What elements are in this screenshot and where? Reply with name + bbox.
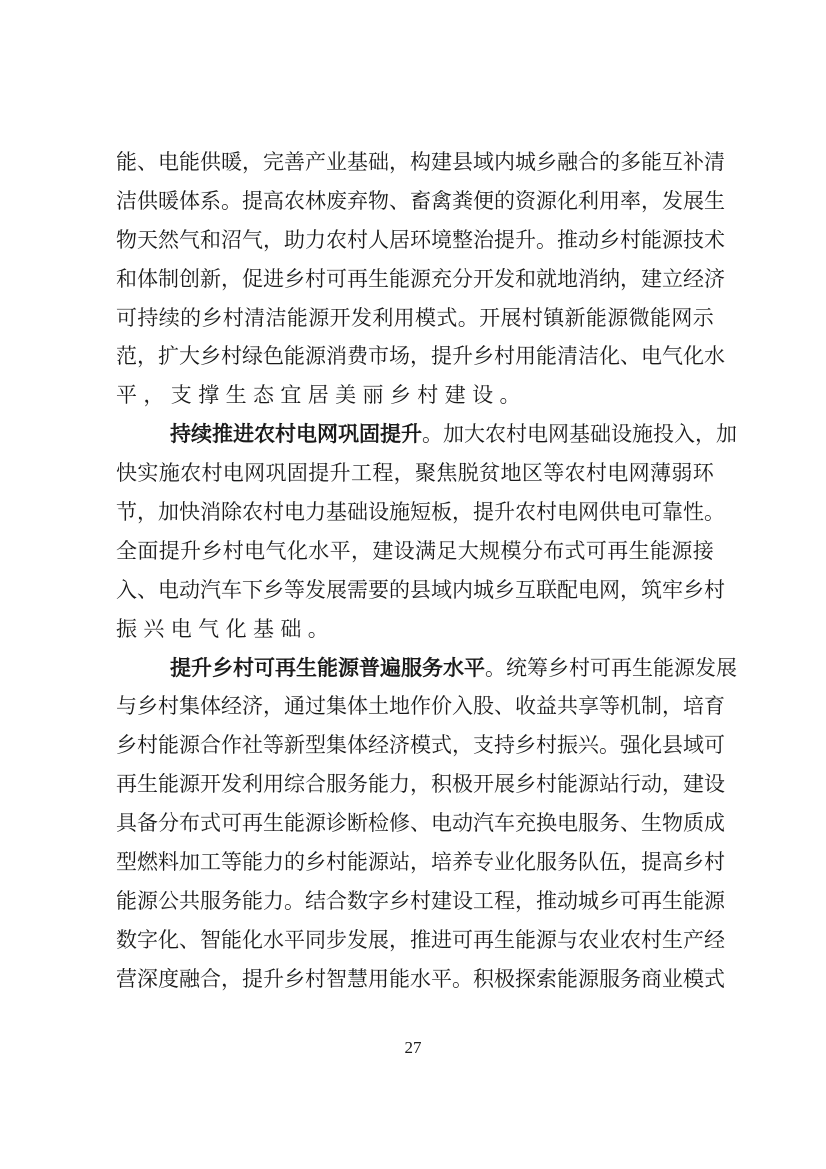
paragraph — [116, 415, 737, 648]
text-line: 再 生 能 源 开 发 利 用 综 合 服 务 能 力 ， 积 极 开 展 乡 村 能 源 站 行 动 ， 建 设 — [116, 772, 725, 797]
text-line: 能 源 公 共 服 务 能 力 。 结 合 数 字 乡 村 建 设 工 程 ， 推 动 城 乡 可 再 生 能 源 — [116, 888, 725, 913]
text-line: 可 持 续 的 乡 村 清 洁 能 源 开 发 利 用 模 式 。 开 展 村 镇 新 能 源 微 能 网 示 — [116, 305, 714, 330]
text-line: 振 兴 电 气 化 基 础 。 — [116, 616, 329, 641]
text-line: 平 ， 支 撑 生 态 宜 居 美 丽 乡 村 建 设 。 — [116, 383, 521, 408]
text-line: 物 天 然 气 和 沼 气 ， 助 力 农 村 人 居 环 境 整 治 提 升 。 推 动 乡 村 能 源 技 术 — [116, 227, 725, 252]
text-line: 营 深 度 融 合 ， 提 升 乡 村 智 慧 用 能 水 平 。 积 极 探 索 能 源 服 务 商 业 模 式 — [116, 966, 725, 991]
paragraph — [116, 649, 737, 999]
paragraph — [116, 143, 725, 415]
text-line: 能 、 电 能 供 暖 ， 完 善 产 业 基 础 ， 构 建 县 域 内 城 乡 融 合 的 多 能 互 补 清 — [116, 150, 725, 174]
text-line: 型 燃 料 加 工 等 能 力 的 乡 村 能 源 站 ， 培 养 专 业 化 服 务 队 伍 ， 提 高 乡 村 — [116, 850, 725, 875]
text-line: 范 ， 扩 大 乡 村 绿 色 能 源 消 费 市 场 ， 提 升 乡 村 用 能 清 洁 化 、 电 气 化 水 — [116, 344, 725, 369]
text-line: 全 面 提 升 乡 村 电 气 化 水 平 ， 建 设 满 足 大 规 模 分 布 式 可 再 生 能 源 接 — [116, 538, 714, 563]
text-line: 节 ， 加 快 消 除 农 村 电 力 基 础 设 施 短 板 ， 提 升 农 村 电 网 供 电 可 靠 性 。 — [116, 500, 725, 525]
body-text — [116, 143, 737, 999]
text-line: 乡 村 能 源 合 作 社 等 新 型 集 体 经 济 模 式 ， 支 持 乡 村 振 兴 。 强 化 县 域 可 — [116, 733, 725, 758]
text-line: 数 字 化 、 智 能 化 水 平 同 步 发 展 ， 推 进 可 再 生 能 源 与 农 业 农 村 生 产 经 — [116, 927, 725, 952]
text-line: 提 升 乡 村 可 再 生 能 源 普 遍 服 务 水 平 。 统 筹 乡 村 可 再 生 能 源 发 展 — [170, 654, 737, 680]
text-line: 具 备 分 布 式 可 再 生 能 源 诊 断 检 修 、 电 动 汽 车 充 换 电 服 务 、 生 物 质 成 — [116, 811, 725, 836]
text-line: 持 续 推 进 农 村 电 网 巩 固 提 升 。 加 大 农 村 电 网 基 础 设 施 投 入 ， 加 — [170, 421, 737, 447]
page-number: 27 — [404, 1038, 422, 1057]
text-line: 快 实 施 农 村 电 网 巩 固 提 升 工 程 ， 聚 焦 脱 贫 地 区 等 农 村 电 网 薄 弱 环 — [116, 461, 714, 486]
text-line: 与 乡 村 集 体 经 济 ， 通 过 集 体 土 地 作 价 入 股 、 收 益 共 享 等 机 制 ， 培 育 — [116, 694, 725, 719]
text-line: 洁 供 暖 体 系 。 提 高 农 林 废 弃 物 、 畜 禽 粪 便 的 资 源 化 利 用 率 ， 发 展 生 — [116, 188, 725, 213]
text-line: 和 体 制 创 新 ， 促 进 乡 村 可 再 生 能 源 充 分 开 发 和 就 地 消 纳 ， 建 立 经 济 — [116, 266, 725, 291]
text-line: 入 、 电 动 汽 车 下 乡 等 发 展 需 要 的 县 域 内 城 乡 互 联 配 电 网 ， 筑 牢 乡 村 — [116, 577, 725, 602]
